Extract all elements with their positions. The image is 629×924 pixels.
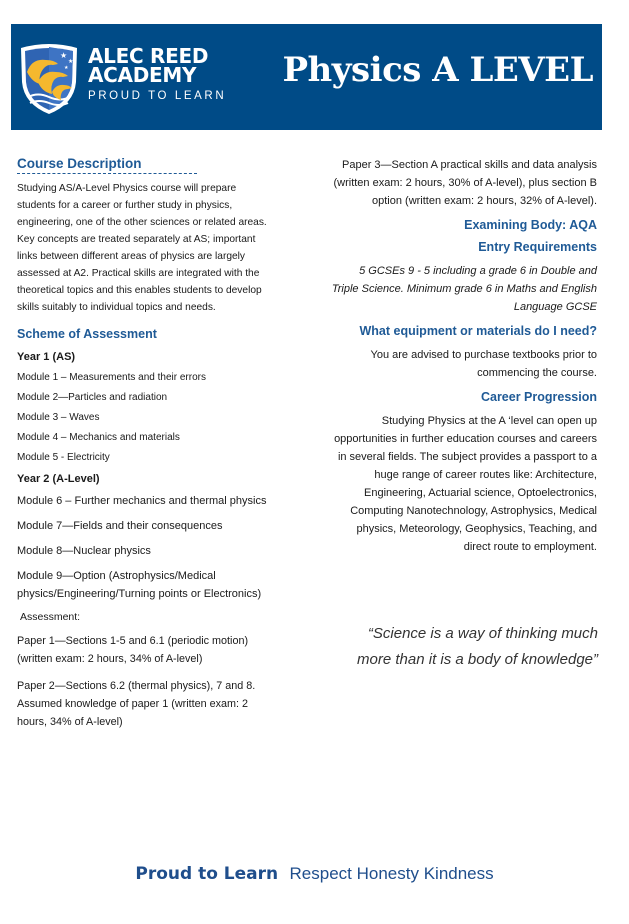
module-item: Module 9—Option (Astrophysics/Medical physics/Engineering/Turning points or Electronics) <box>17 570 262 600</box>
school-brand <box>88 44 227 102</box>
equipment-heading: What equipment or materials do I need? <box>359 324 597 338</box>
page-title: Physics A LEVEL <box>282 50 593 90</box>
year1-label: Year 1 (AS) <box>17 351 76 363</box>
equipment-text: You are advised to purchase textbooks prior to commencing the course. <box>370 349 597 379</box>
school-name-line1: ALEC REED <box>88 44 209 68</box>
school-tagline: PROUD TO LEARN <box>88 90 227 102</box>
footer-motto: Proud to Learn <box>135 864 279 884</box>
module-item: Module 5 - Electricity <box>17 452 110 463</box>
module-item: Module 8—Nuclear physics <box>17 545 151 557</box>
school-name-line2: ACADEMY <box>88 63 197 87</box>
quote: “Science is a way of thinking much more than it is a body of knowledge” <box>357 625 598 668</box>
heading-divider <box>17 173 197 174</box>
scheme-heading: Scheme of Assessment <box>17 327 157 341</box>
module-item: Module 7—Fields and their consequences <box>17 520 223 532</box>
assessment-label: Assessment: <box>20 611 81 623</box>
svg-text:★: ★ <box>60 51 68 60</box>
paper-item: Paper 1—Sections 1-5 and 6.1 (periodic motion) (written exam: 2 hours, 34% of A-level) <box>17 635 249 665</box>
career-heading: Career Progression <box>480 390 597 404</box>
svg-text:★: ★ <box>64 65 69 71</box>
left-column <box>17 156 267 731</box>
entry-requirements-heading: Entry Requirements <box>478 240 597 254</box>
module-item: Module 6 – Further mechanics and thermal physics <box>17 495 267 507</box>
dolphin-shield-crest-icon <box>18 42 80 116</box>
module-item: Module 4 – Mechanics and materials <box>17 432 180 443</box>
career-text: Studying Physics at the A ‘level can open up opportunities in further education courses and careers in several fields. The subject provides a passport to a huge range of career routes like: Architecture, Engineering, Actuarial science, Optoelectronics, Computing Nanotechnology, Astrophysics, Medical physics, Meteorology, Geophysics, Teaching, and direct route to employment. <box>334 415 597 553</box>
paper-item: Paper 2—Sections 6.2 (thermal physics), 7 and 8. Assumed knowledge of paper 1 (written exam: 2 hours, 34% of A-level) <box>17 680 256 728</box>
module-item: Module 3 – Waves <box>17 412 100 423</box>
entry-requirements-text: 5 GCSEs 9 - 5 including a grade 6 in Double and Triple Science. Minimum grade 6 in Maths and English Language GCSE <box>331 265 597 313</box>
course-description-text: Studying AS/A-Level Physics course will prepare students for a career or further study in physics, engineering, one of the other sciences or related areas. Key concepts are treated separately at AS; important links between different areas of physics are largely assessed at A2. Practical skills are integrated with the theoretical topics and this enables students to develop skills suitably to individual topics and needs. <box>17 183 267 313</box>
module-item: Module 2—Particles and radiation <box>17 392 168 403</box>
footer <box>0 864 629 884</box>
paper3-text: Paper 3—Section A practical skills and data analysis (written exam: 2 hours, 30% of A-level), plus section B option (written exam: 2 hours, 32% of A-level). <box>333 159 597 207</box>
module-item: Module 1 – Measurements and their errors <box>17 372 206 383</box>
footer-values: Respect Honesty Kindness <box>289 864 494 883</box>
year2-label: Year 2 (A-Level) <box>17 473 100 485</box>
svg-text:★: ★ <box>68 58 74 65</box>
right-column <box>330 156 597 556</box>
examining-body: Examining Body: AQA <box>464 218 597 232</box>
course-description-heading: Course Description <box>17 156 142 171</box>
